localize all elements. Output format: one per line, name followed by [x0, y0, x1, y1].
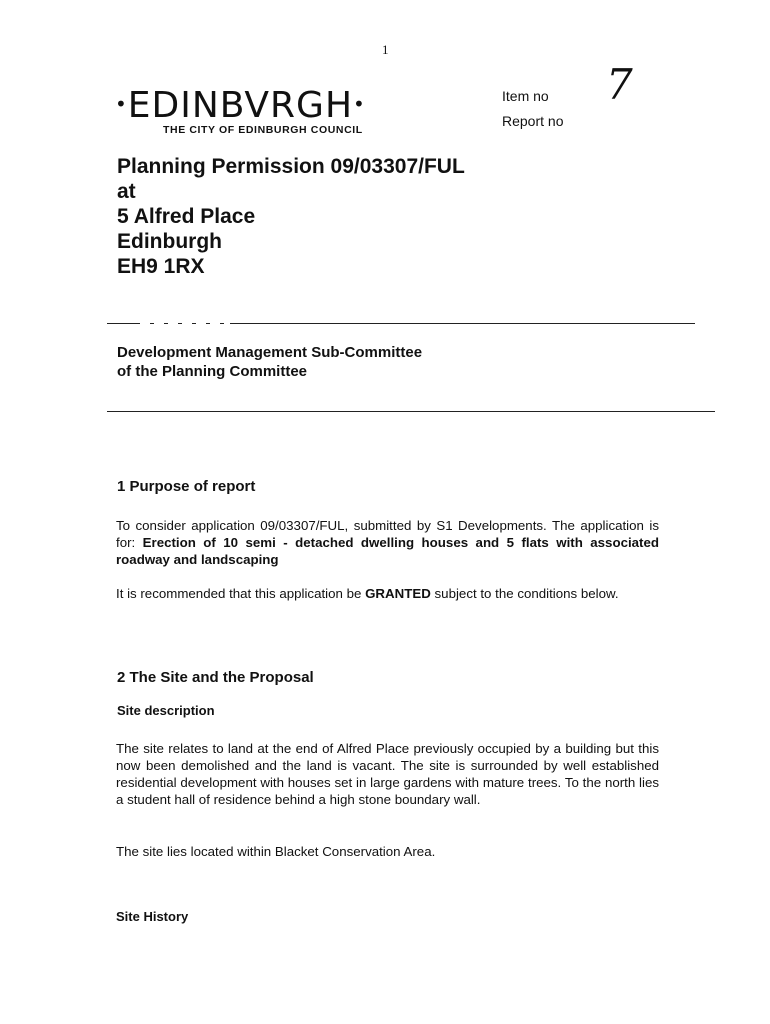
- logo-dot-right: •: [353, 92, 366, 116]
- purpose-text: To consider application 09/03307/FUL, submitted by S1 Developments. The application is for:: [116, 518, 659, 550]
- section-heading-purpose: 1 Purpose of report: [117, 478, 256, 495]
- committee-line-1: Development Management Sub-Committee: [117, 344, 423, 361]
- divider-bottom: [107, 411, 715, 412]
- committee-line-2: of the Planning Committee: [117, 363, 308, 380]
- committee-name: [117, 343, 422, 381]
- logo-wordmark-text: EDINBVRGH: [127, 85, 354, 126]
- logo-subtitle: THE CITY OF EDINBURGH COUNCIL: [163, 124, 363, 136]
- title-line-postcode: EH9 1RX: [117, 255, 205, 278]
- logo-dot-left: •: [115, 92, 128, 116]
- section-heading-site: 2 The Site and the Proposal: [117, 669, 314, 686]
- subheading-site-description: Site description: [117, 703, 215, 718]
- recommendation-text-pre: It is recommended that this application be: [116, 586, 366, 601]
- page-number: 1: [382, 42, 389, 57]
- report-number-label: Report no: [502, 113, 564, 129]
- logo-wordmark: [115, 86, 495, 124]
- document-title: [117, 154, 465, 279]
- title-line-city: Edinburgh: [117, 230, 222, 253]
- recommendation-paragraph: [116, 585, 659, 602]
- purpose-proposal: Erection of 10 semi - detached dwelling houses and 5 flats with associated roadway and landscaping: [116, 535, 659, 567]
- subheading-site-history: Site History: [116, 909, 189, 924]
- recommendation-text-post: subject to the conditions below.: [430, 586, 619, 601]
- recommendation-decision: GRANTED: [365, 586, 431, 601]
- conservation-area-paragraph: The site lies located within Blacket Conservation Area.: [116, 844, 436, 859]
- title-line-at: at: [117, 180, 136, 203]
- item-number-label: Item no: [502, 88, 549, 104]
- handwritten-item-number: 7: [606, 60, 633, 109]
- purpose-paragraph: [116, 517, 659, 568]
- title-line-street: 5 Alfred Place: [117, 205, 256, 228]
- council-logo: [115, 85, 495, 136]
- divider-top-dashes: [140, 321, 230, 326]
- site-description-paragraph: The site relates to land at the end of Alfred Place previously occupied by a building but this now been demolished and the land is vacant. The site is surrounded by well established residential development with houses set in large gardens with mature trees. To the north lies a student hall of residence behind a high stone boundary wall.: [116, 741, 659, 807]
- title-line-permission: Planning Permission 09/03307/FUL: [117, 155, 465, 178]
